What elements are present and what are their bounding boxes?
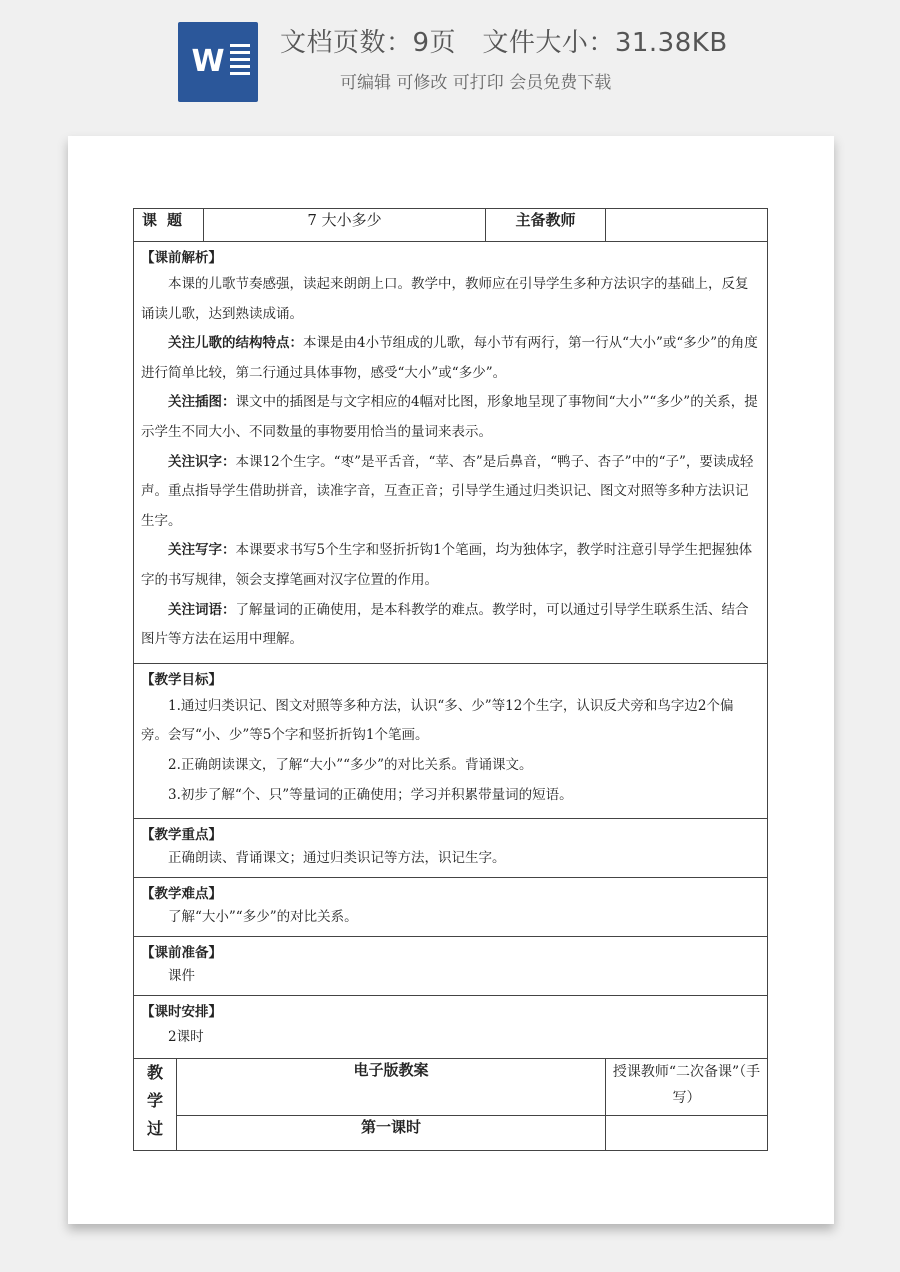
section-text: 正确朗读、背诵课文；通过归类识记等方法，识记生字。 xyxy=(168,850,506,867)
analysis-section xyxy=(134,242,768,664)
section-text: 2课时 xyxy=(168,1029,204,1046)
teacher-value xyxy=(606,209,768,242)
section-heading: 【课时安排】 xyxy=(141,1004,222,1021)
section-heading: 【教学难点】 xyxy=(141,886,222,903)
header-row xyxy=(134,209,768,242)
word-doc-icon: W xyxy=(178,22,258,102)
topic-label: 课题 xyxy=(134,209,204,242)
difficulties-section xyxy=(134,878,768,937)
section-heading: 【课前解析】 xyxy=(141,250,222,266)
second-prep-label: 授课教师“二次备课”（手写） xyxy=(606,1059,768,1116)
analysis-intro: 本课的儿歌节奏感强，读起来朗朗上口。教学中，教师应在引导学生多种方法识字的基础上，反复诵读儿歌，达到熟读成诵。 xyxy=(141,276,749,322)
preparation-row xyxy=(134,937,768,996)
analysis-item: 关注插图：课文中的插图是与文字相应的4幅对比图，形象地呈现了事物间“大小”“多少”的关系，提示学生不同大小、不同数量的事物要用恰当的量词来表示。 xyxy=(141,394,758,440)
section-heading: 【教学目标】 xyxy=(141,671,222,688)
key-points-row xyxy=(134,819,768,878)
lesson-label: 第一课时 xyxy=(177,1116,606,1151)
goal-item: 3.初步了解“个、只”等量词的正确使用；学习并积累带量词的短语。 xyxy=(168,786,573,803)
ebook-plan-label: 电子版教案 xyxy=(177,1059,606,1116)
analysis-item: 关注识字：本课12个生字。“枣”是平舌音，“苹、杏”是后鼻音，“鸭子、杏子”中的“子”，要读成轻声。重点指导学生借助拼音，读准字音，互查正音；引导学生通过归类识记、图文对照等多种方法识记生字。 xyxy=(141,453,754,529)
goals-section xyxy=(134,663,768,818)
analysis-item: 关注写字：本课要求书写5个生字和竖折折钩1个笔画，均为独体字，教学时注意引导学生把握独体字的书写规律，领会支撑笔画对汉字位置的作用。 xyxy=(141,542,753,588)
preparation-section xyxy=(134,937,768,996)
process-row xyxy=(134,1059,768,1116)
analysis-item: 关注儿歌的结构特点：本课是由4小节组成的儿歌，每小节有两行，第一行从“大小”或“多少”的角度进行简单比较，第二行通过具体事物，感受“大小”或“多少”。 xyxy=(141,335,758,381)
analysis-row xyxy=(134,242,768,664)
section-text: 课件 xyxy=(168,968,195,985)
analysis-item: 关注词语：了解量词的正确使用，是本科教学的难点。教学时，可以通过引导学生联系生活、结合图片等方法在运用中理解。 xyxy=(141,601,749,648)
section-text: 了解“大小”“多少”的对比关系。 xyxy=(168,909,358,926)
difficulties-row xyxy=(134,878,768,937)
section-heading: 【教学重点】 xyxy=(141,827,222,844)
key-points-section xyxy=(134,819,768,878)
process-side-label: 教 学 过 xyxy=(134,1059,177,1151)
topic-title: 7 大小多少 xyxy=(204,209,486,242)
banner-title: 文档页数：9页 文件大小：31.38KB xyxy=(280,28,728,58)
lesson-row xyxy=(134,1116,768,1151)
download-banner xyxy=(0,0,900,120)
section-heading: 【课前准备】 xyxy=(141,945,222,962)
goal-item: 2.正确朗读课文，了解“大小”“多少”的对比关系。背诵课文。 xyxy=(168,756,533,773)
goals-row xyxy=(134,663,768,818)
schedule-row xyxy=(134,996,768,1059)
goal-item: 1.通过归类识记、图文对照等多种方法，认识“多、少”等12个生字，认识反犬旁和鸟字边2个偏旁。会写“小、少”等5个字和竖折折钩1个笔画。 xyxy=(141,697,734,744)
document-page xyxy=(68,136,834,1224)
notes-cell xyxy=(606,1116,768,1151)
lesson-plan-table xyxy=(133,208,768,1151)
teacher-label: 主备教师 xyxy=(486,209,606,242)
banner-subtitle: 可编辑 可修改 可打印 会员免费下载 xyxy=(340,73,612,93)
schedule-section xyxy=(134,996,768,1059)
